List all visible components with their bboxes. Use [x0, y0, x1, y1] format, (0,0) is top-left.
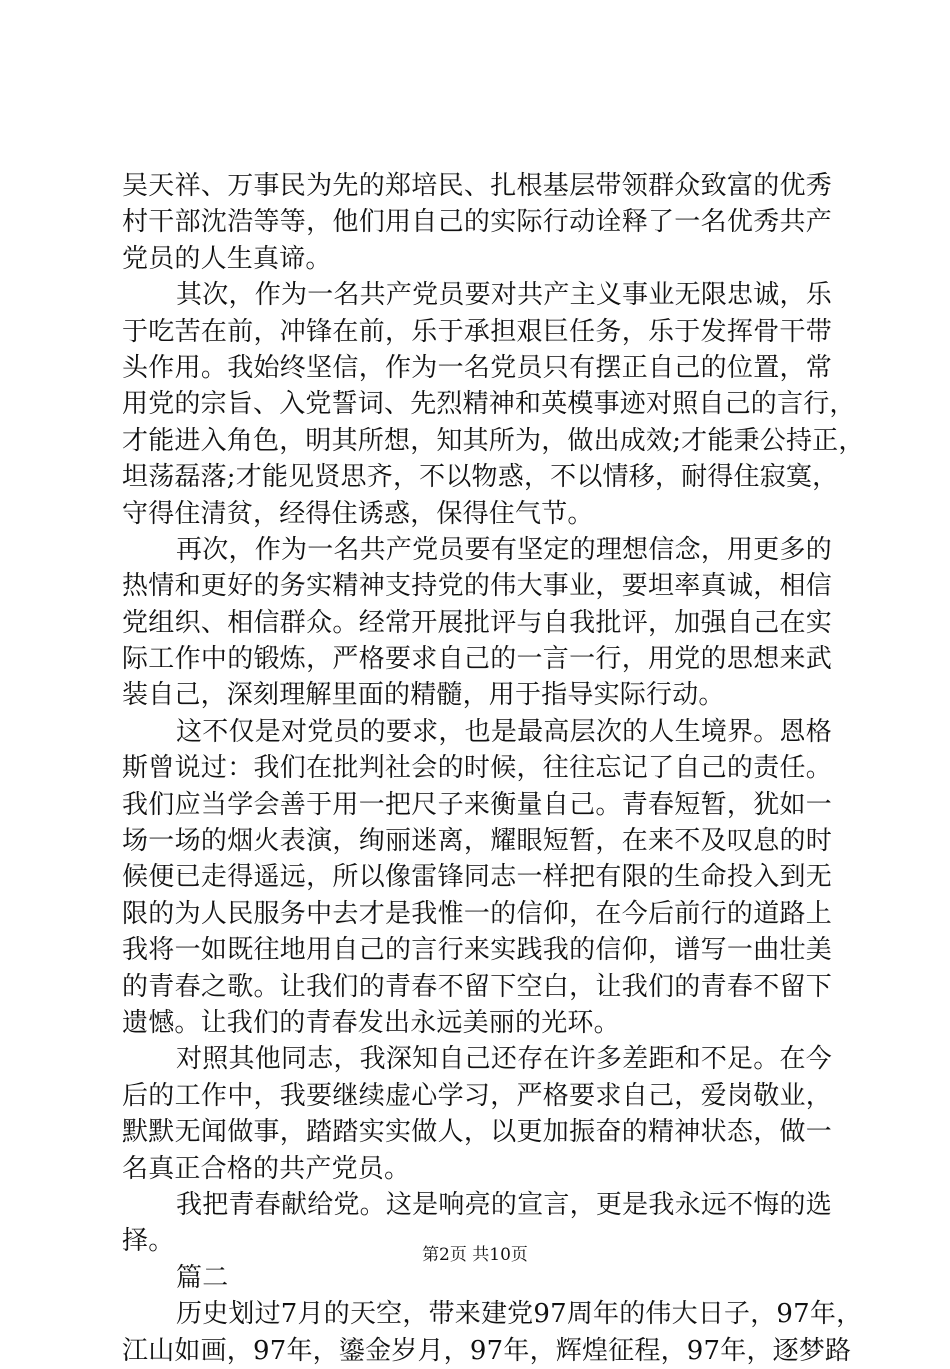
- text-line: 再次，作为一名共产党员要有坚定的理想信念，用更多的: [176, 534, 832, 565]
- text-line: 守得住清贫，经得住诱惑，保得住气节。: [122, 498, 594, 529]
- text-line: 坦荡磊落;才能见贤思齐，不以物惑，不以情移，耐得住寂寞，: [122, 462, 839, 493]
- text-line: 热情和更好的务实精神支持党的伟大事业，要坦率真诚，相信: [122, 571, 832, 602]
- text-line: 候便已走得遥远，所以像雷锋同志一样把有限的生命投入到无: [122, 862, 832, 893]
- page-footer: 第2页 共10页: [422, 1245, 528, 1265]
- text-line: 限的为人民服务中去才是我惟一的信仰，在今后前行的道路上: [122, 898, 832, 929]
- text-line: 其次，作为一名共产党员要对共产主义事业无限忠诚，乐: [176, 280, 832, 311]
- text-line: 的青春之歌。让我们的青春不留下空白，让我们的青春不留下: [122, 971, 832, 1002]
- text-line: 吴天祥、万事民为先的郑培民、扎根基层带领群众致富的优秀: [122, 171, 832, 201]
- text-line: 用党的宗旨、入党誓词、先烈精神和英模事迹对照自己的言行，: [122, 389, 856, 420]
- text-line: 装自己，深刻理解里面的精髓，用于指导实际行动。: [122, 680, 725, 711]
- text-line: 党组织、相信群众。经常开展批评与自我批评，加强自己在实: [122, 607, 832, 638]
- text-line: 择。: [122, 1226, 175, 1257]
- text-line: 江山如画，97年，鎏金岁月，97年，辉煌征程，97年，逐梦路: [122, 1335, 852, 1366]
- text-line: 际工作中的锻炼，严格要求自己的一言一行，用党的思想来武: [122, 644, 832, 675]
- text-line: 篇二: [176, 1262, 229, 1293]
- text-line: 场一场的烟火表演，绚丽迷离，耀眼短暂，在来不及叹息的时: [122, 826, 832, 857]
- text-line: 名真正合格的共产党员。: [122, 1153, 411, 1184]
- text-line: 党员的人生真谛。: [122, 243, 332, 274]
- text-line: 我们应当学会善于用一把尺子来衡量自己。青春短暂，犹如一: [122, 789, 832, 820]
- text-line: 才能进入角色，明其所想，知其所为，做出成效;才能秉公持正，: [122, 425, 865, 456]
- document-body: [122, 168, 865, 1369]
- text-line: 历史划过7月的天空，带来建党97周年的伟大日子，97年，: [176, 1299, 863, 1330]
- text-line: 这不仅是对党员的要求，也是最高层次的人生境界。恩格: [176, 716, 832, 747]
- text-line: 于吃苦在前，冲锋在前，乐于承担艰巨任务，乐于发挥骨干带: [122, 316, 832, 347]
- text-line: 头作用。我始终坚信，作为一名党员只有摆正自己的位置，常: [122, 352, 832, 383]
- text-line: 村干部沈浩等等，他们用自己的实际行动诠释了一名优秀共产: [122, 207, 832, 238]
- text-line: 遗憾。让我们的青春发出永远美丽的光环。: [122, 1007, 620, 1038]
- text-line: 默默无闻做事，踏踏实实做人，以更加振奋的精神状态，做一: [122, 1117, 832, 1148]
- text-line: 后的工作中，我要继续虚心学习，严格要求自己，爱岗敬业，: [122, 1080, 832, 1111]
- text-line: 对照其他同志，我深知自己还存在许多差距和不足。在今: [176, 1044, 832, 1075]
- text-line: 斯曾说过：我们在批判社会的时候，往往忘记了自己的责任。: [122, 753, 832, 784]
- text-line: 我把青春献给党。这是响亮的宣言，更是我永远不悔的选: [176, 1189, 832, 1220]
- text-line: 我将一如既往地用自己的言行来实践我的信仰，谱写一曲壮美: [122, 935, 832, 966]
